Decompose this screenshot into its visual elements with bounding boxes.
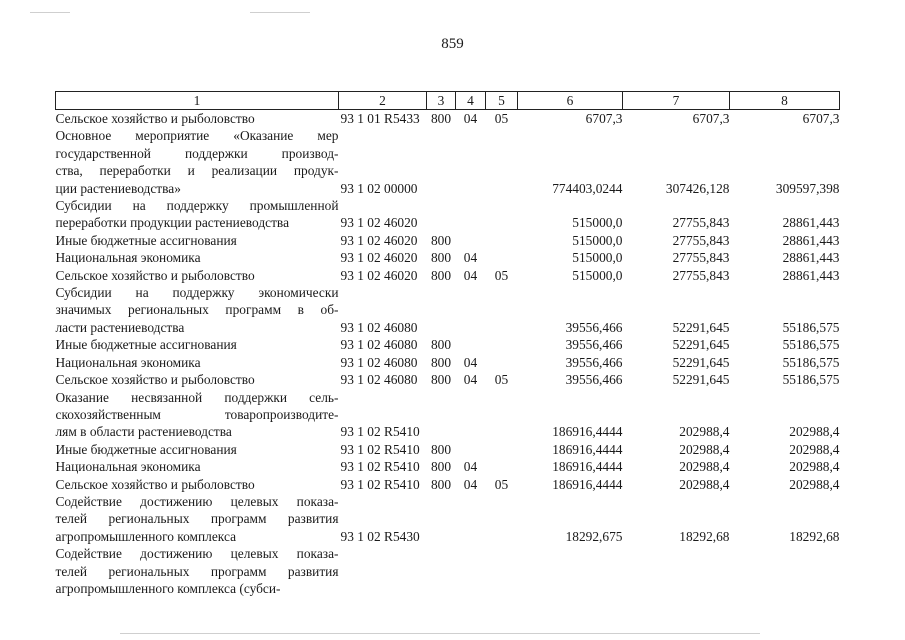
row-value-col8: 202988,4	[789, 424, 840, 440]
row-expense-type	[427, 162, 456, 179]
row-subsection	[486, 284, 518, 301]
row-value-col7: 27755,843	[672, 267, 730, 283]
row-code	[339, 127, 427, 144]
row-code	[339, 145, 427, 162]
row-subsection	[486, 162, 518, 179]
row-value-col7: 52291,645	[672, 319, 730, 335]
table-row	[56, 267, 840, 284]
row-name-line: Национальная экономика	[55, 459, 201, 475]
row-value-col7	[623, 284, 730, 301]
row-section	[456, 336, 486, 353]
row-value-col8	[730, 284, 840, 301]
table-row	[56, 319, 840, 336]
table-row	[56, 354, 840, 371]
budget-table	[55, 91, 840, 597]
row-subsection	[486, 528, 518, 545]
table-row	[56, 406, 840, 423]
row-expense-type	[427, 389, 456, 406]
row-section	[456, 510, 486, 527]
row-code	[339, 563, 427, 580]
table-row	[56, 510, 840, 527]
row-subsection	[486, 354, 518, 371]
row-value-col6: 186916,4444	[552, 459, 623, 475]
row-value-col8: 28861,443	[782, 215, 840, 231]
row-subsection	[486, 545, 518, 562]
row-value-col8: 28861,443	[782, 250, 840, 266]
row-value-col6	[518, 301, 623, 318]
row-code	[339, 162, 427, 179]
row-section: 04	[463, 250, 478, 266]
row-name-line: переработки продукции растениеводства	[55, 215, 290, 231]
row-code	[339, 389, 427, 406]
row-value-col6	[518, 510, 623, 527]
row-value-col8: 55186,575	[782, 354, 840, 370]
row-value-col7	[623, 127, 730, 144]
row-value-col6: 774403,0244	[552, 180, 623, 196]
row-subsection	[486, 214, 518, 231]
row-subsection	[486, 197, 518, 214]
row-name-line: агропромышленного комплекса (субси-	[55, 580, 281, 596]
row-value-col6: 515000,0	[572, 215, 623, 231]
table-row	[56, 580, 840, 597]
row-value-col7: 202988,4	[679, 476, 730, 492]
row-name-line: Сельское хозяйство и рыболовство	[55, 372, 255, 388]
row-expense-type	[427, 197, 456, 214]
row-value-col6: 39556,466	[565, 319, 623, 335]
row-section	[456, 197, 486, 214]
table-row	[56, 336, 840, 353]
header-cell: 3	[427, 92, 456, 110]
row-expense-type	[427, 510, 456, 527]
scan-mark	[30, 12, 70, 13]
table-row	[56, 371, 840, 388]
row-code: 93 1 02 46080	[340, 372, 418, 388]
row-expense-type: 800	[430, 250, 452, 266]
row-value-col8	[730, 301, 840, 318]
row-section	[456, 162, 486, 179]
row-section	[456, 563, 486, 580]
row-expense-type	[427, 301, 456, 318]
row-subsection	[486, 406, 518, 423]
table-row	[56, 493, 840, 510]
row-value-col8	[730, 406, 840, 423]
row-subsection	[486, 458, 518, 475]
row-section	[456, 441, 486, 458]
row-code: 93 1 02 00000	[340, 180, 418, 196]
scan-mark	[120, 633, 760, 634]
row-value-col8	[730, 162, 840, 179]
row-value-col8	[730, 493, 840, 510]
header-row	[56, 92, 840, 110]
table-row	[56, 528, 840, 545]
header-cell: 1	[56, 92, 339, 110]
row-value-col6	[518, 545, 623, 562]
row-expense-type	[427, 127, 456, 144]
row-expense-type	[427, 284, 456, 301]
row-code: 93 1 02 R5410	[340, 441, 420, 457]
table-row	[56, 180, 840, 197]
header-cell: 7	[623, 92, 730, 110]
row-section: 04	[463, 372, 478, 388]
row-name-line: телей региональных программ развития	[55, 511, 339, 527]
row-value-col7: 27755,843	[672, 215, 730, 231]
row-section	[456, 580, 486, 597]
row-value-col8: 6707,3	[802, 111, 840, 126]
row-value-col6	[518, 145, 623, 162]
row-expense-type	[427, 580, 456, 597]
row-code: 93 1 02 R5430	[340, 528, 420, 544]
row-expense-type: 800	[430, 441, 452, 457]
row-name-line: Иные бюджетные ассигнования	[55, 441, 237, 457]
row-value-col6: 515000,0	[572, 232, 623, 248]
row-value-col6	[518, 580, 623, 597]
row-expense-type: 800	[430, 459, 452, 475]
row-value-col6: 515000,0	[572, 250, 623, 266]
row-value-col7	[623, 545, 730, 562]
row-name-line: Сельское хозяйство и рыболовство	[55, 267, 255, 283]
row-expense-type	[427, 528, 456, 545]
row-section: 04	[463, 354, 478, 370]
row-expense-type	[427, 145, 456, 162]
row-subsection	[486, 301, 518, 318]
row-name-line: ции растениеводства»	[55, 180, 181, 196]
table-row	[56, 127, 840, 144]
row-value-col6	[518, 406, 623, 423]
row-code	[339, 284, 427, 301]
row-section	[456, 545, 486, 562]
row-value-col7: 18292,68	[679, 528, 730, 544]
row-value-col6	[518, 389, 623, 406]
row-name-line: ства, переработки и реализации продук-	[55, 163, 339, 179]
row-value-col6	[518, 162, 623, 179]
row-section: 04	[463, 111, 478, 126]
table-row	[56, 476, 840, 493]
row-name-line: скохозяйственным товаропроизводите-	[55, 406, 339, 422]
row-code	[339, 406, 427, 423]
row-subsection	[486, 232, 518, 249]
row-value-col7: 6707,3	[692, 111, 730, 126]
row-section	[456, 301, 486, 318]
row-subsection: 05	[494, 476, 509, 492]
row-subsection	[486, 441, 518, 458]
row-code	[339, 493, 427, 510]
row-name-line: Сельское хозяйство и рыболовство	[55, 476, 255, 492]
row-name-line: Содействие достижению целевых показа-	[55, 493, 339, 509]
row-section	[456, 423, 486, 440]
row-name-line: Национальная экономика	[55, 354, 201, 370]
row-subsection	[486, 389, 518, 406]
header-cell: 4	[456, 92, 486, 110]
row-name-line: ласти растениеводства	[55, 319, 185, 335]
row-value-col7	[623, 510, 730, 527]
row-section	[456, 406, 486, 423]
row-name-line: Иные бюджетные ассигнования	[55, 232, 237, 248]
row-expense-type	[427, 214, 456, 231]
row-value-col8: 28861,443	[782, 267, 840, 283]
row-value-col6: 186916,4444	[552, 441, 623, 457]
row-code	[339, 301, 427, 318]
row-expense-type: 800	[430, 267, 452, 283]
row-value-col7: 52291,645	[672, 372, 730, 388]
row-value-col6: 18292,675	[565, 528, 623, 544]
row-name-line: Основное мероприятие «Оказание мер	[55, 128, 339, 144]
row-code: 93 1 02 46080	[340, 337, 418, 353]
row-value-col8: 202988,4	[789, 476, 840, 492]
row-subsection	[486, 145, 518, 162]
row-name-line: агропромышленного комплекса	[55, 528, 237, 544]
row-subsection	[486, 249, 518, 266]
row-name-line: Содействие достижению целевых показа-	[55, 546, 339, 562]
row-code: 93 1 02 46020	[340, 250, 418, 266]
row-section	[456, 284, 486, 301]
row-code	[339, 545, 427, 562]
table-row	[56, 145, 840, 162]
row-section	[456, 145, 486, 162]
row-value-col7	[623, 162, 730, 179]
row-value-col7	[623, 145, 730, 162]
row-code: 93 1 02 R5410	[340, 476, 420, 492]
row-subsection	[486, 319, 518, 336]
row-expense-type	[427, 319, 456, 336]
row-expense-type: 800	[430, 337, 452, 353]
row-name-line: Национальная экономика	[55, 250, 201, 266]
row-value-col8: 202988,4	[789, 441, 840, 457]
row-name-line: лям в области растениеводства	[55, 424, 232, 440]
row-value-col8: 55186,575	[782, 337, 840, 353]
row-code: 93 1 02 R5410	[340, 424, 420, 440]
row-value-col6	[518, 197, 623, 214]
table-row	[56, 197, 840, 214]
table-row	[56, 214, 840, 231]
row-value-col7: 52291,645	[672, 337, 730, 353]
row-value-col6: 6707,3	[585, 111, 623, 126]
row-code: 93 1 02 46080	[340, 319, 418, 335]
row-value-col7	[623, 580, 730, 597]
table-row	[56, 563, 840, 580]
row-value-col8: 202988,4	[789, 459, 840, 475]
row-value-col8	[730, 145, 840, 162]
row-name-line: государственной поддержки производ-	[55, 145, 339, 161]
row-subsection	[486, 423, 518, 440]
row-expense-type	[427, 545, 456, 562]
row-value-col6	[518, 563, 623, 580]
table-row	[56, 162, 840, 179]
row-name-line: телей региональных программ развития	[55, 563, 339, 579]
row-expense-type: 800	[430, 111, 452, 126]
row-value-col8	[730, 389, 840, 406]
row-value-col8	[730, 580, 840, 597]
row-subsection	[486, 510, 518, 527]
row-value-col7	[623, 406, 730, 423]
row-subsection: 05	[494, 372, 509, 388]
row-section	[456, 528, 486, 545]
table-row	[56, 458, 840, 475]
row-section	[456, 232, 486, 249]
row-subsection: 05	[494, 111, 509, 126]
row-value-col7: 307426,128	[665, 180, 730, 196]
row-code	[339, 197, 427, 214]
row-code: 93 1 02 R5410	[340, 459, 420, 475]
row-value-col8	[730, 563, 840, 580]
row-name-line: значимых региональных программ в об-	[55, 302, 339, 318]
row-subsection: 05	[494, 267, 509, 283]
row-code: 93 1 01 R5433	[340, 111, 420, 126]
row-value-col8	[730, 127, 840, 144]
row-expense-type	[427, 406, 456, 423]
page-number: 859	[441, 36, 464, 52]
row-value-col7: 202988,4	[679, 459, 730, 475]
row-value-col6	[518, 127, 623, 144]
row-value-col7	[623, 563, 730, 580]
row-value-col7	[623, 389, 730, 406]
header-cell: 8	[730, 92, 840, 110]
table-row	[56, 284, 840, 301]
table-row	[56, 389, 840, 406]
row-code	[339, 510, 427, 527]
row-value-col8	[730, 545, 840, 562]
row-value-col7: 27755,843	[672, 232, 730, 248]
row-subsection	[486, 580, 518, 597]
row-code: 93 1 02 46020	[340, 232, 418, 248]
row-expense-type: 800	[430, 354, 452, 370]
row-value-col6	[518, 284, 623, 301]
row-value-col8: 18292,68	[789, 528, 840, 544]
table-row	[56, 301, 840, 318]
row-value-col8: 55186,575	[782, 372, 840, 388]
table-row	[56, 249, 840, 266]
scan-mark	[250, 12, 310, 13]
table-body	[56, 110, 840, 598]
row-value-col6: 186916,4444	[552, 424, 623, 440]
row-section: 04	[463, 459, 478, 475]
row-subsection	[486, 336, 518, 353]
row-value-col8: 55186,575	[782, 319, 840, 335]
row-section	[456, 180, 486, 197]
row-expense-type	[427, 423, 456, 440]
row-expense-type: 800	[430, 476, 452, 492]
table-row	[56, 110, 840, 128]
header-cell: 5	[486, 92, 518, 110]
row-subsection	[486, 493, 518, 510]
table-row	[56, 441, 840, 458]
row-expense-type: 800	[430, 372, 452, 388]
row-code: 93 1 02 46080	[340, 354, 418, 370]
row-expense-type: 800	[430, 232, 452, 248]
table-row	[56, 423, 840, 440]
row-value-col8	[730, 510, 840, 527]
row-value-col7: 52291,645	[672, 354, 730, 370]
row-name-line: Субсидии на поддержку промышленной	[55, 198, 339, 214]
row-name-line: Субсидии на поддержку экономически	[55, 285, 339, 301]
row-value-col6	[518, 493, 623, 510]
table-header	[56, 92, 840, 110]
row-value-col7	[623, 301, 730, 318]
row-expense-type	[427, 563, 456, 580]
row-value-col6: 39556,466	[565, 372, 623, 388]
row-code: 93 1 02 46020	[340, 215, 418, 231]
header-cell: 6	[518, 92, 623, 110]
row-value-col6: 39556,466	[565, 354, 623, 370]
table-row	[56, 545, 840, 562]
row-subsection	[486, 127, 518, 144]
row-value-col8: 28861,443	[782, 232, 840, 248]
row-expense-type	[427, 493, 456, 510]
row-value-col6: 515000,0	[572, 267, 623, 283]
row-code: 93 1 02 46020	[340, 267, 418, 283]
row-subsection	[486, 563, 518, 580]
row-name-line: Иные бюджетные ассигнования	[55, 337, 237, 353]
row-value-col6: 186916,4444	[552, 476, 623, 492]
row-value-col6: 39556,466	[565, 337, 623, 353]
row-name-line: Оказание несвязанной поддержки сель-	[55, 389, 339, 405]
row-section	[456, 214, 486, 231]
row-code	[339, 580, 427, 597]
row-value-col8	[730, 197, 840, 214]
row-section	[456, 127, 486, 144]
row-section	[456, 493, 486, 510]
row-value-col7	[623, 197, 730, 214]
row-subsection	[486, 180, 518, 197]
row-value-col8: 309597,398	[775, 180, 840, 196]
row-section: 04	[463, 476, 478, 492]
row-name-line: Сельское хозяйство и рыболовство	[55, 111, 255, 126]
row-section: 04	[463, 267, 478, 283]
row-section	[456, 319, 486, 336]
row-expense-type	[427, 180, 456, 197]
header-cell: 2	[339, 92, 427, 110]
row-value-col7: 202988,4	[679, 424, 730, 440]
row-value-col7: 202988,4	[679, 441, 730, 457]
table-row	[56, 232, 840, 249]
row-value-col7: 27755,843	[672, 250, 730, 266]
row-value-col7	[623, 493, 730, 510]
row-section	[456, 389, 486, 406]
